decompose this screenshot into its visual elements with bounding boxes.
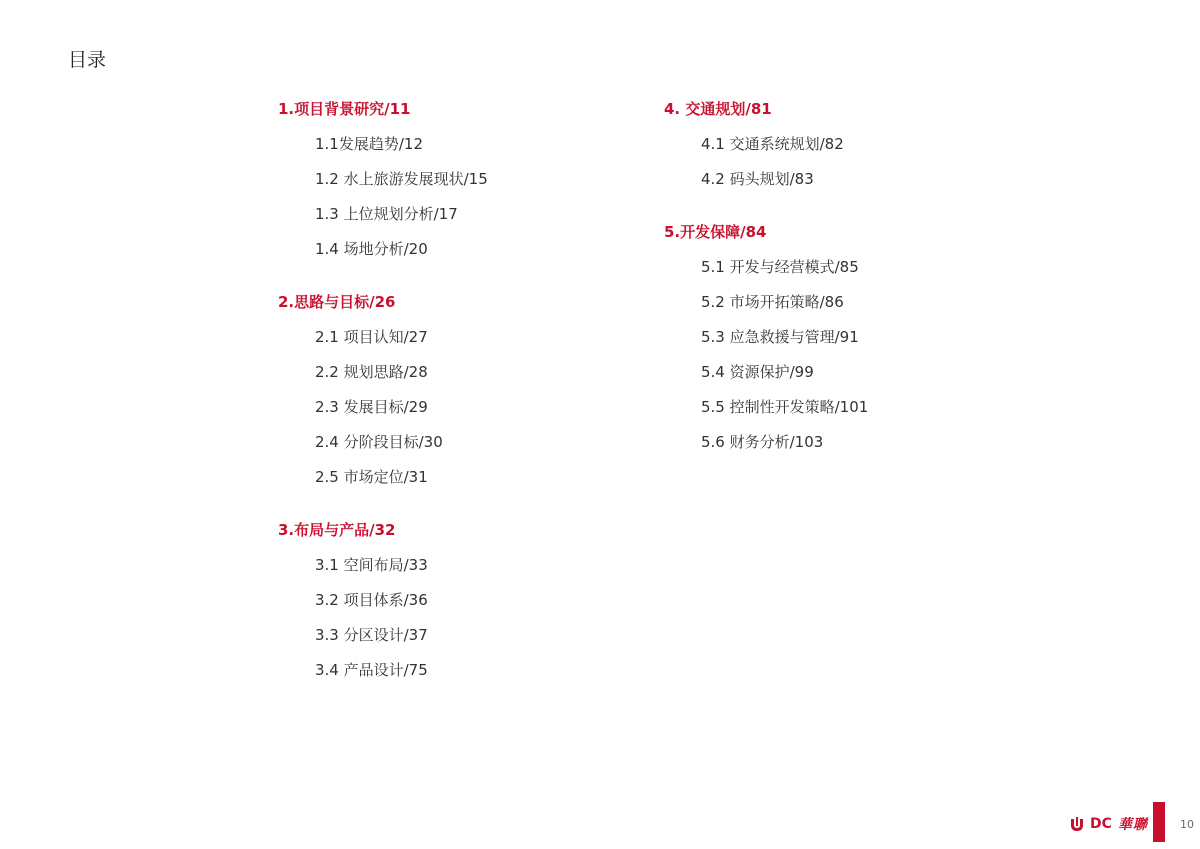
- toc-entry[interactable]: 2.4 分阶段目标/30: [315, 433, 443, 451]
- toc-section-heading[interactable]: 1.项目背景研究/11: [278, 100, 411, 118]
- toc-section: [664, 98, 868, 190]
- toc-section-heading[interactable]: 4. 交通规划/81: [664, 100, 772, 118]
- toc-entry[interactable]: 2.3 发展目标/29: [315, 398, 428, 416]
- toc-entry[interactable]: 5.2 市场开拓策略/86: [701, 293, 844, 311]
- toc-entry[interactable]: 2.5 市场定位/31: [315, 468, 428, 486]
- footer-accent-bar: [1153, 802, 1165, 842]
- toc-section: [278, 519, 488, 681]
- toc-section-heading[interactable]: 3.布局与产品/32: [278, 521, 396, 539]
- toc-entry[interactable]: 1.1发展趋势/12: [315, 135, 423, 153]
- toc-right-column: [664, 98, 868, 484]
- toc-entry[interactable]: 3.4 产品设计/75: [315, 661, 428, 679]
- toc-entry[interactable]: 1.4 场地分析/20: [315, 240, 428, 258]
- toc-left-column: [278, 98, 488, 712]
- toc-entry[interactable]: 1.3 上位规划分析/17: [315, 205, 458, 223]
- toc-entry[interactable]: 5.5 控制性开发策略/101: [701, 398, 869, 416]
- page-title: 目录: [68, 49, 107, 71]
- toc-entry[interactable]: 5.3 应急救援与管理/91: [701, 328, 859, 346]
- toc-entry[interactable]: 2.1 项目认知/27: [315, 328, 428, 346]
- toc-section: [664, 221, 868, 453]
- brand-logo: [1070, 814, 1148, 834]
- toc-entry[interactable]: 5.1 开发与经营模式/85: [701, 258, 859, 276]
- toc-entry[interactable]: 2.2 规划思路/28: [315, 363, 428, 381]
- page-number: 10: [1180, 818, 1194, 831]
- toc-entry[interactable]: 1.2 水上旅游发展现状/15: [315, 170, 488, 188]
- logo-mark-icon: [1070, 817, 1084, 831]
- toc-entry[interactable]: 4.2 码头规划/83: [701, 170, 814, 188]
- logo-text-cn: 華聯: [1117, 817, 1148, 833]
- toc-entry[interactable]: 3.3 分区设计/37: [315, 626, 428, 644]
- toc-entry[interactable]: 5.4 资源保护/99: [701, 363, 814, 381]
- logo-text-en: DC: [1090, 816, 1112, 832]
- toc-section-heading[interactable]: 2.思路与目标/26: [278, 293, 396, 311]
- toc-section: [278, 291, 488, 488]
- toc-entry[interactable]: 5.6 财务分析/103: [701, 433, 824, 451]
- toc-entry[interactable]: 3.2 项目体系/36: [315, 591, 428, 609]
- toc-entry[interactable]: 3.1 空间布局/33: [315, 556, 428, 574]
- toc-entry[interactable]: 4.1 交通系统规划/82: [701, 135, 844, 153]
- toc-section-heading[interactable]: 5.开发保障/84: [664, 223, 767, 241]
- toc-section: [278, 98, 488, 260]
